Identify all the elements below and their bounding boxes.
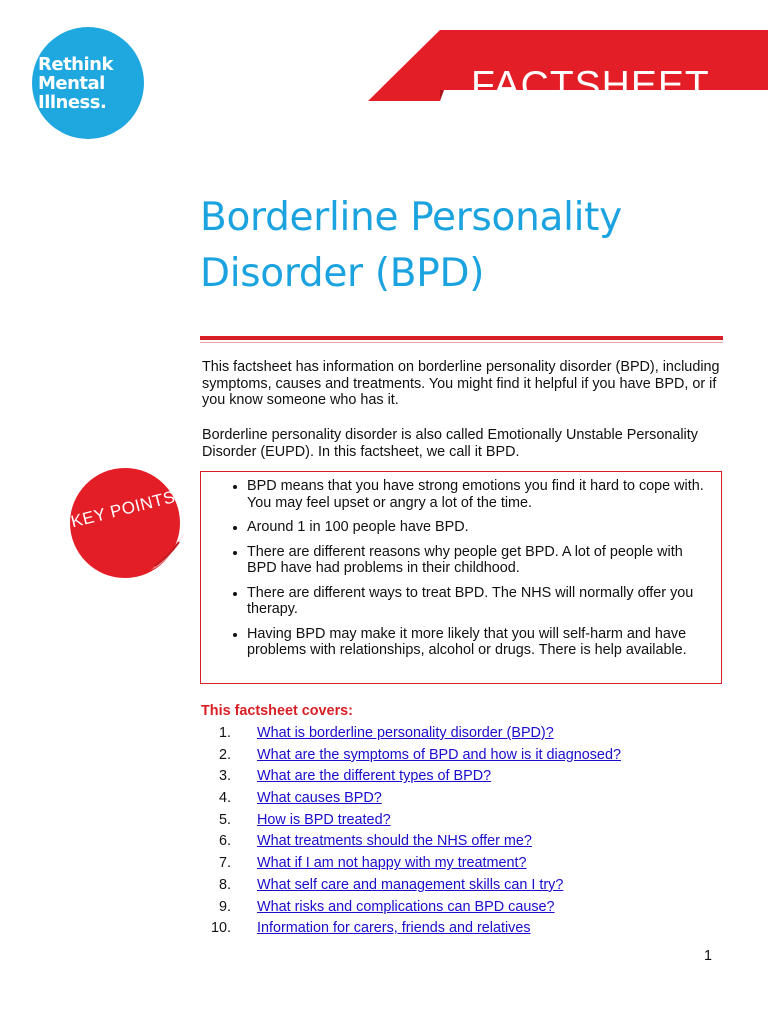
toc-item <box>200 920 621 942</box>
key-point-item: • Having BPD may make it more likely that you will self-harm and have problems with relationships, alcohol or drugs. There is help available. <box>247 626 711 659</box>
toc-item <box>200 768 621 790</box>
toc-link[interactable]: What treatments should the NHS offer me? <box>257 833 532 850</box>
factsheet-banner <box>368 30 768 107</box>
toc-link[interactable]: Information for carers, friends and relatives <box>257 920 531 937</box>
toc-number: 2. <box>219 746 232 763</box>
toc-item <box>200 725 621 747</box>
toc-number: 9. <box>219 898 232 915</box>
logo-line-2: Mental <box>38 72 105 94</box>
toc-number: 1. <box>219 725 232 741</box>
toc-number: 6. <box>219 833 232 850</box>
toc-item <box>200 812 621 834</box>
title-divider-shadow <box>200 342 723 343</box>
toc-link[interactable]: How is BPD treated? <box>257 811 391 828</box>
toc-item <box>200 877 621 899</box>
logo-line-3: Illness. <box>38 91 107 113</box>
key-points-label: KEY POINTS <box>69 487 178 532</box>
toc-number: 8. <box>219 876 232 893</box>
table-of-contents <box>200 725 621 942</box>
key-point-item: • BPD means that you have strong emotions you find it hard to cope with. You may feel upset or angry a lot of the time. <box>247 478 711 511</box>
toc-link[interactable]: What are the different types of BPD? <box>257 768 492 785</box>
toc-number: 7. <box>219 855 232 872</box>
toc-link[interactable]: What are the symptoms of BPD and how is it diagnosed? <box>257 746 621 763</box>
toc-link[interactable]: What if I am not happy with my treatment? <box>257 855 527 872</box>
banner-title: FACTSHEET <box>471 64 710 107</box>
page-number: 1 <box>704 948 713 964</box>
key-points-list <box>201 472 721 659</box>
page-title <box>200 190 622 302</box>
intro-paragraph-1: This factsheet has information on borderline personality disorder (BPD), including symptoms, causes and treatments. You might find it helpful if you have BPD, or if you know someone who has it. <box>202 359 720 408</box>
key-point-item: • There are different reasons why people get BPD. A lot of people with BPD have had problems in their childhood. <box>247 544 711 577</box>
toc-link[interactable]: What risks and complications can BPD cause? <box>257 898 555 915</box>
key-points-box <box>200 471 722 684</box>
toc-item <box>200 790 621 812</box>
logo-line-1: Rethink <box>38 53 113 75</box>
toc-link[interactable]: What causes BPD? <box>257 790 382 807</box>
toc-link[interactable]: What is borderline personality disorder (BPD)? <box>257 725 554 741</box>
toc-item <box>200 855 621 877</box>
toc-item <box>200 833 621 855</box>
toc-item <box>200 747 621 769</box>
toc-number: 3. <box>219 768 232 785</box>
title-line-1: Borderline Personality <box>200 195 622 240</box>
toc-link[interactable]: What self care and management skills can I try? <box>257 876 564 893</box>
covers-heading: This factsheet covers: <box>201 703 353 719</box>
key-point-item: • Around 1 in 100 people have BPD. <box>247 519 711 536</box>
toc-number: 10. <box>211 920 232 937</box>
toc-number: 5. <box>219 811 232 828</box>
toc-number: 4. <box>219 790 232 807</box>
rethink-logo <box>32 27 144 139</box>
title-line-2: Disorder (BPD) <box>200 251 485 296</box>
toc-item <box>200 899 621 921</box>
intro-paragraph-2: Borderline personality disorder is also called Emotionally Unstable Personality Disorder (EUPD). In this factsheet, we call it BPD. <box>202 427 698 460</box>
key-point-item: • There are different ways to treat BPD. The NHS will normally offer you therapy. <box>247 585 711 618</box>
title-divider <box>200 336 723 340</box>
